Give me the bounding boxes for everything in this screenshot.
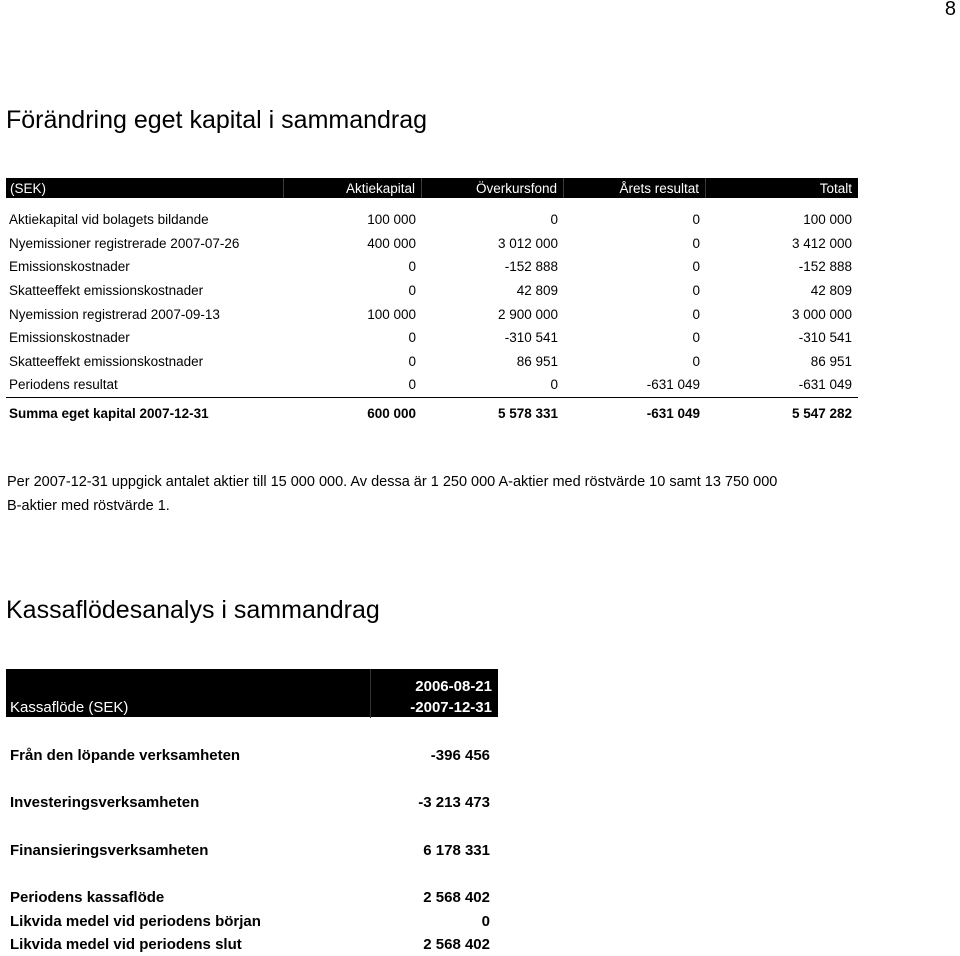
row-value: 2 568 402 <box>423 888 490 906</box>
row-label: Investeringsverksamheten <box>10 793 200 811</box>
cashflow-table <box>6 669 498 953</box>
table-row <box>6 302 858 326</box>
cell-overkursfond: 86 951 <box>516 353 558 369</box>
cell-overkursfond: 0 <box>550 212 558 228</box>
period-end: -2007-12-31 <box>410 699 492 716</box>
cell-totalt: 3 000 000 <box>791 306 852 322</box>
table-row <box>6 232 858 256</box>
row-label: Skatteeffekt emissionskostnader <box>9 353 204 369</box>
column-header-arets-resultat: Årets resultat <box>564 178 706 198</box>
equity-table-header <box>6 178 858 198</box>
cell-aktiekapital: 600 000 <box>367 406 416 422</box>
row-label: Periodens resultat <box>9 377 118 393</box>
cell-overkursfond: -310 541 <box>504 330 558 346</box>
table-row <box>6 743 498 767</box>
row-label: Nyemission registrerad 2007-09-13 <box>9 306 220 322</box>
row-value: 0 <box>481 912 490 930</box>
equity-table <box>6 178 858 425</box>
period-header <box>370 669 498 718</box>
cell-overkursfond: 3 012 000 <box>497 235 558 251</box>
row-label: Från den löpande verksamheten <box>10 746 241 764</box>
cashflow-title: Kassaflödesanalys i sammandrag <box>6 596 380 624</box>
cell-overkursfond: 2 900 000 <box>497 306 558 322</box>
cell-totalt: 5 547 282 <box>791 406 852 422</box>
page-number: 8 <box>944 0 956 20</box>
cell-overkursfond: 0 <box>550 377 558 393</box>
table-row <box>6 885 498 909</box>
cell-totalt: 42 809 <box>810 283 852 299</box>
equity-table-body <box>6 208 858 425</box>
shares-note-line-1: Per 2007-12-31 uppgick antalet aktier till 15 000 000. Av dessa är 1 250 000 A-aktier med röstvärde 10 samt 13 750 000 <box>7 474 778 490</box>
cell-overkursfond: 5 578 331 <box>497 406 558 422</box>
row-value: 2 568 402 <box>423 935 490 953</box>
row-label: Emissionskostnader <box>9 330 130 346</box>
column-header-overkursfond: Överkursfond <box>422 178 564 198</box>
table-row <box>6 326 858 350</box>
table-row <box>6 838 498 862</box>
cell-aktiekapital: 0 <box>408 353 416 369</box>
cell-arets-resultat: 0 <box>692 353 700 369</box>
cell-totalt: -152 888 <box>798 259 852 275</box>
cell-overkursfond: -152 888 <box>504 259 558 275</box>
row-label: Likvida medel vid periodens slut <box>10 935 242 953</box>
row-label: Periodens kassaflöde <box>10 888 165 906</box>
cell-aktiekapital: 0 <box>408 377 416 393</box>
equity-title: Förändring eget kapital i sammandrag <box>6 106 428 134</box>
column-header-aktiekapital: Aktiekapital <box>284 178 422 198</box>
period-start: 2006-08-21 <box>415 678 492 695</box>
cell-arets-resultat: 0 <box>692 259 700 275</box>
column-header-totalt: Totalt <box>819 180 852 196</box>
cell-arets-resultat: -631 049 <box>646 406 700 422</box>
table-row <box>6 208 858 232</box>
cell-aktiekapital: 0 <box>408 283 416 299</box>
shares-note <box>7 470 847 518</box>
row-value: 6 178 331 <box>423 841 490 859</box>
cell-aktiekapital: 0 <box>408 259 416 275</box>
row-label: Likvida medel vid periodens början <box>10 912 261 930</box>
row-label: Nyemissioner registrerade 2007-07-26 <box>9 235 240 251</box>
cell-totalt: 86 951 <box>810 353 852 369</box>
row-label: Finansieringsverksamheten <box>10 841 209 859</box>
table-row <box>6 373 858 398</box>
table-row <box>6 909 498 933</box>
row-value: -3 213 473 <box>418 793 490 811</box>
column-header-sek: (SEK) <box>6 178 284 198</box>
table-row <box>6 279 858 303</box>
cell-aktiekapital: 100 000 <box>367 306 416 322</box>
cell-totalt: -310 541 <box>798 330 852 346</box>
cashflow-header-label: Kassaflöde (SEK) <box>10 699 129 716</box>
table-row <box>6 932 498 956</box>
cell-totalt: 100 000 <box>803 212 852 228</box>
table-row <box>6 350 858 374</box>
cashflow-table-header <box>6 669 498 717</box>
cell-arets-resultat: 0 <box>692 330 700 346</box>
row-label: Emissionskostnader <box>9 259 130 275</box>
cell-totalt: -631 049 <box>798 377 852 393</box>
cell-aktiekapital: 400 000 <box>367 235 416 251</box>
cell-aktiekapital: 100 000 <box>367 212 416 228</box>
cell-arets-resultat: -631 049 <box>646 377 700 393</box>
cell-totalt: 3 412 000 <box>791 235 852 251</box>
cell-aktiekapital: 0 <box>408 330 416 346</box>
cell-arets-resultat: 0 <box>692 212 700 228</box>
row-label: Summa eget kapital 2007-12-31 <box>9 406 209 422</box>
row-label: Skatteeffekt emissionskostnader <box>9 283 204 299</box>
total-row <box>6 402 858 426</box>
cell-arets-resultat: 0 <box>692 235 700 251</box>
cell-overkursfond: 42 809 <box>516 283 558 299</box>
row-label: Aktiekapital vid bolagets bildande <box>9 212 209 228</box>
table-row <box>6 255 858 279</box>
shares-note-line-2: B-aktier med röstvärde 1. <box>7 498 170 514</box>
cell-arets-resultat: 0 <box>692 283 700 299</box>
row-value: -396 456 <box>430 746 490 764</box>
cell-arets-resultat: 0 <box>692 306 700 322</box>
table-row <box>6 790 498 814</box>
